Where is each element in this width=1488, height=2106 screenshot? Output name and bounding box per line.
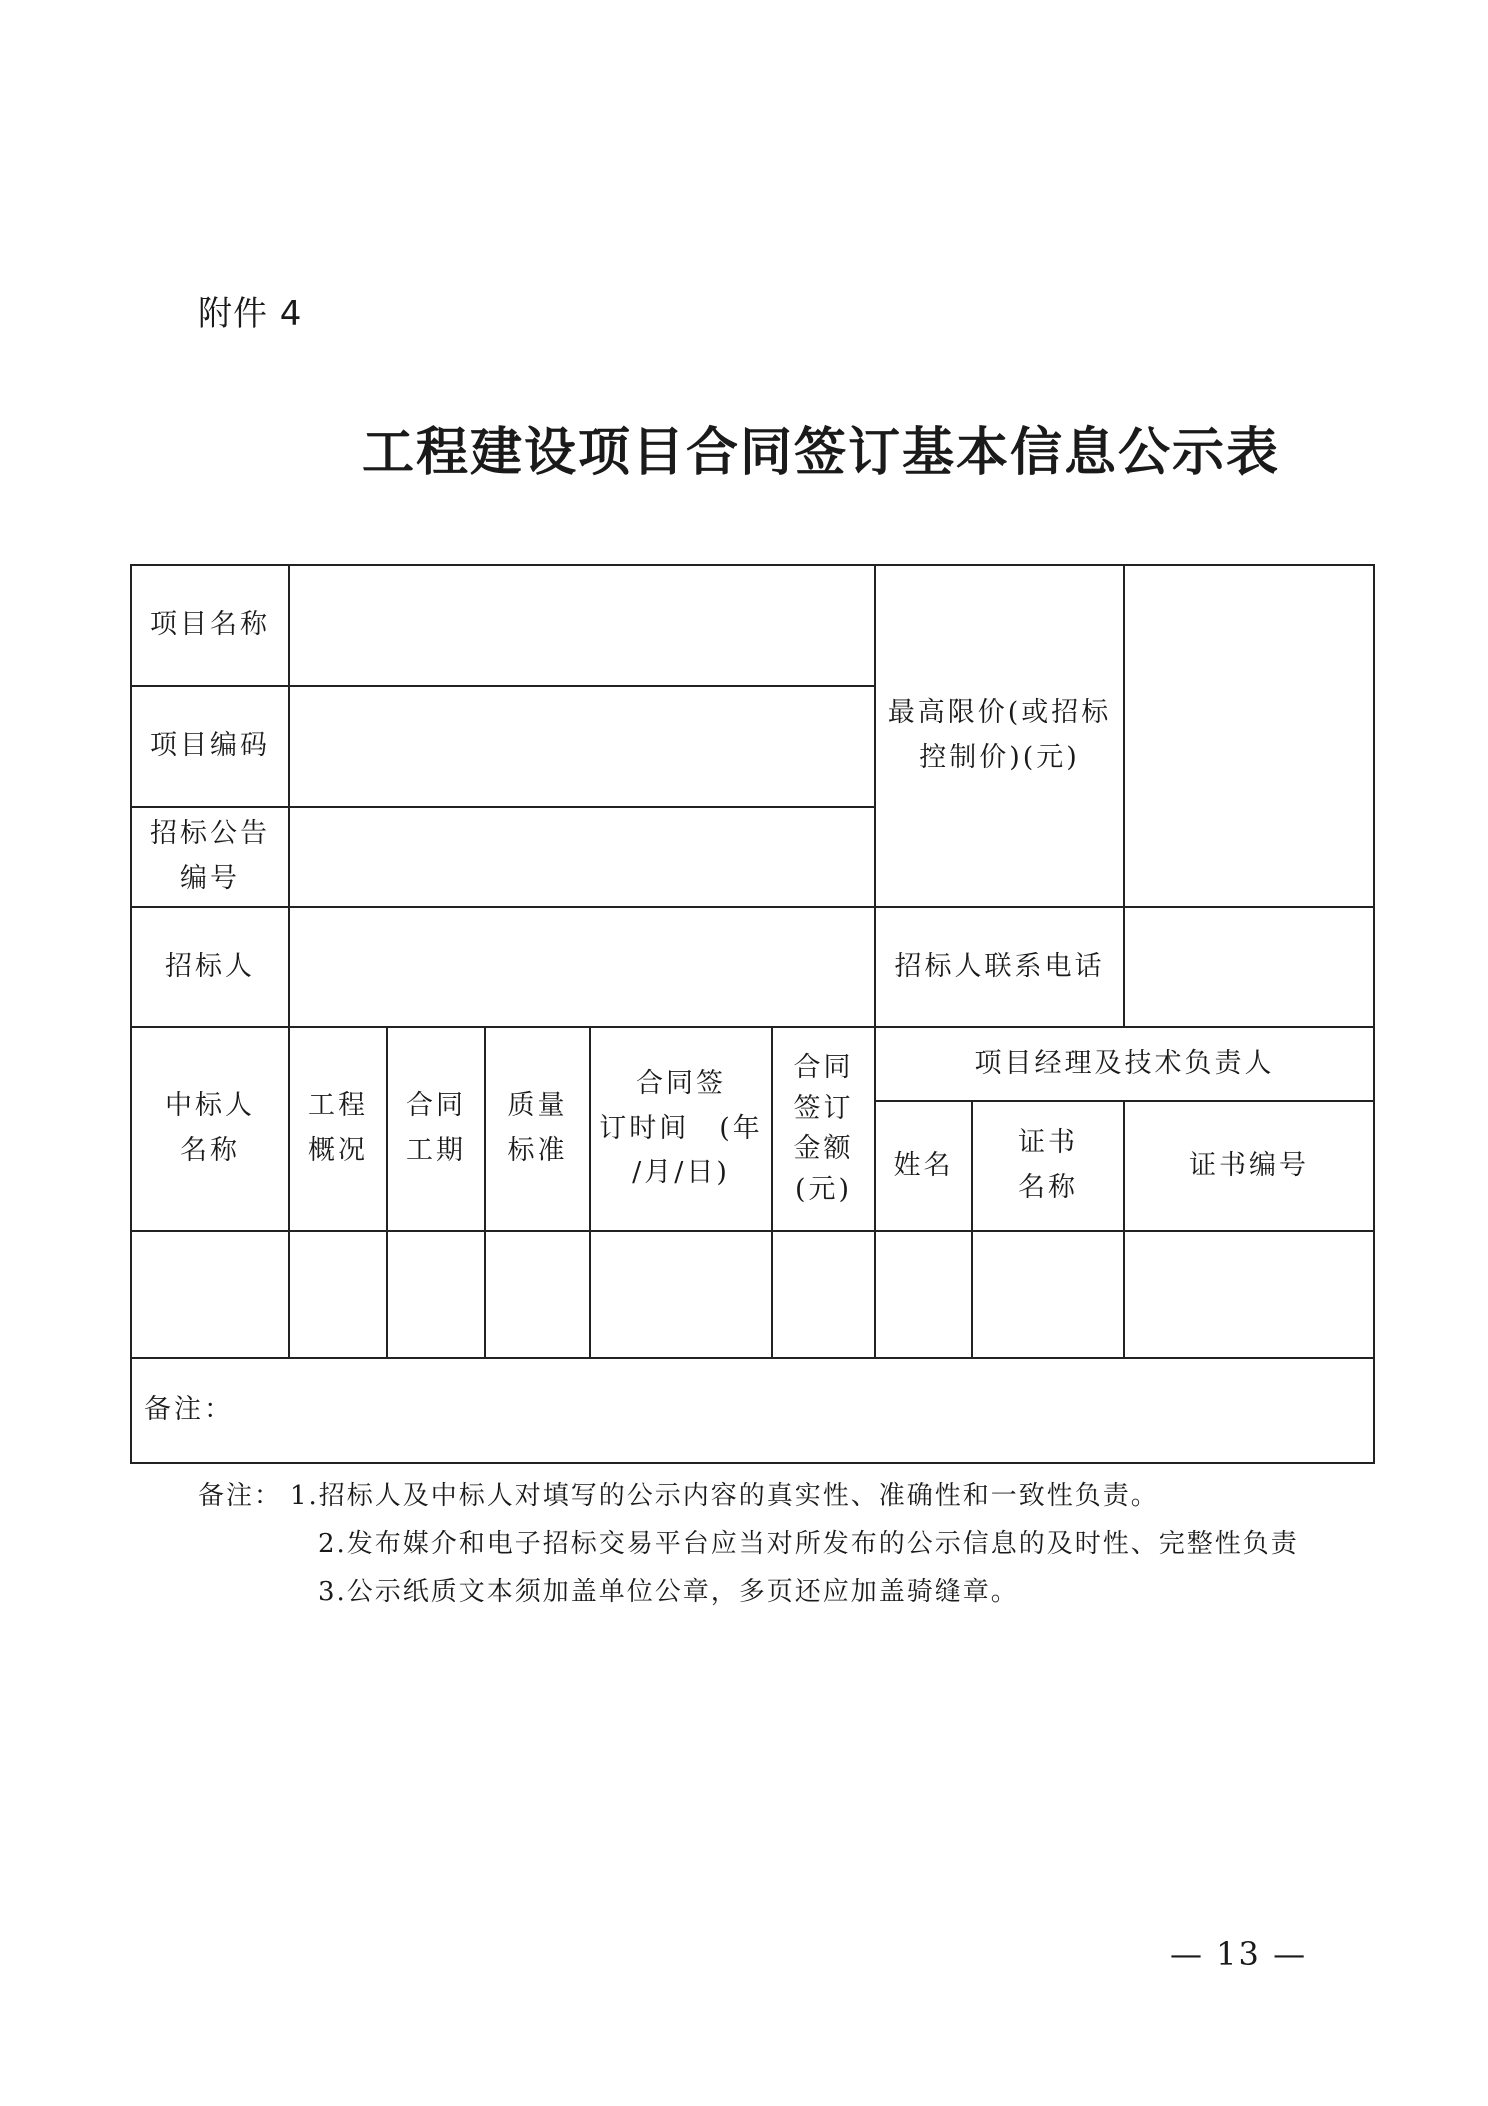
label-tenderer-phone: 招标人联系电话 (875, 907, 1124, 1027)
label-tenderer: 招标人 (131, 907, 289, 1027)
remark-row[interactable] (131, 1358, 1374, 1463)
value-tenderer-phone[interactable] (1124, 907, 1374, 1027)
label-contract-amount (772, 1027, 875, 1231)
info-table (130, 564, 1375, 1464)
value-tender-notice-no[interactable] (289, 807, 875, 907)
cert-name-line-2: 名称 (1018, 1172, 1078, 1203)
note-line-2 (198, 1520, 1299, 1568)
label-max-price (875, 565, 1124, 907)
label-cert-no: 证书编号 (1124, 1101, 1374, 1231)
page-title: 工程建设项目合同签订基本信息公示表 (362, 423, 1281, 483)
value-quality-standard[interactable] (485, 1231, 590, 1358)
label-quality-standard (485, 1027, 590, 1231)
note-text-2: 2.发布媒介和电子招标交易平台应当对所发布的公示信息的及时性、完整性负责 (318, 1529, 1299, 1559)
value-tenderer[interactable] (289, 907, 875, 1027)
overview-line-1: 工程 (308, 1090, 368, 1122)
tender-notice-line-2: 编号 (180, 863, 240, 894)
note-line-1 (198, 1472, 1299, 1520)
label-project-name: 项目名称 (131, 565, 289, 686)
sign-date-line-2: 订时间 (年 (599, 1112, 763, 1144)
max-price-line-1: 最高限价(或招标 (887, 697, 1112, 729)
winner-line-2: 名称 (180, 1135, 240, 1166)
amount-line-4: (元) (794, 1173, 853, 1205)
label-project-overview (289, 1027, 387, 1231)
label-cert-name (972, 1101, 1124, 1231)
overview-line-2: 概况 (308, 1135, 368, 1166)
value-cert-name[interactable] (972, 1231, 1124, 1358)
label-manager-header: 项目经理及技术负责人 (875, 1027, 1374, 1101)
note-text-1: 1.招标人及中标人对填写的公示内容的真实性、准确性和一致性负责。 (290, 1481, 1159, 1511)
notes-label: 备注： (198, 1481, 283, 1511)
notes-section (198, 1472, 1299, 1616)
cert-name-line-1: 证书 (1018, 1127, 1078, 1159)
value-project-name[interactable] (289, 565, 875, 686)
duration-line-1: 合同 (406, 1090, 466, 1122)
label-winner-name (131, 1027, 289, 1231)
winner-line-1: 中标人 (165, 1090, 255, 1122)
value-project-overview[interactable] (289, 1231, 387, 1358)
label-project-code: 项目编码 (131, 686, 289, 807)
sign-date-line-3: /月/日) (632, 1157, 730, 1189)
value-project-code[interactable] (289, 686, 875, 807)
attachment-label: 附件 4 (198, 294, 303, 334)
amount-line-1: 合同 (793, 1052, 854, 1083)
label-sign-date (590, 1027, 772, 1231)
value-person-name[interactable] (875, 1231, 972, 1358)
label-tender-notice-no (131, 807, 289, 907)
note-text-3: 3.公示纸质文本须加盖单位公章，多页还应加盖骑缝章。 (318, 1577, 1019, 1607)
note-line-3 (198, 1568, 1299, 1616)
value-winner-name[interactable] (131, 1231, 289, 1358)
amount-line-2: 签订 (793, 1092, 854, 1124)
label-contract-duration (387, 1027, 485, 1231)
quality-line-1: 质量 (507, 1090, 568, 1122)
page-number: — 13 — (1170, 1935, 1308, 1973)
value-contract-amount[interactable] (772, 1231, 875, 1358)
value-contract-duration[interactable] (387, 1231, 485, 1358)
value-max-price[interactable] (1124, 565, 1374, 907)
max-price-line-2: 控制价)(元) (919, 742, 1080, 773)
quality-line-2: 标准 (507, 1135, 568, 1166)
tender-notice-line-1: 招标公告 (150, 818, 270, 850)
sign-date-line-1: 合同签 (636, 1068, 726, 1100)
value-sign-date[interactable] (590, 1231, 772, 1358)
remark-label: 备注： (144, 1394, 234, 1426)
amount-line-3: 金额 (793, 1133, 854, 1164)
duration-line-2: 工期 (406, 1135, 466, 1166)
value-cert-no[interactable] (1124, 1231, 1374, 1358)
label-person-name: 姓名 (875, 1101, 972, 1231)
